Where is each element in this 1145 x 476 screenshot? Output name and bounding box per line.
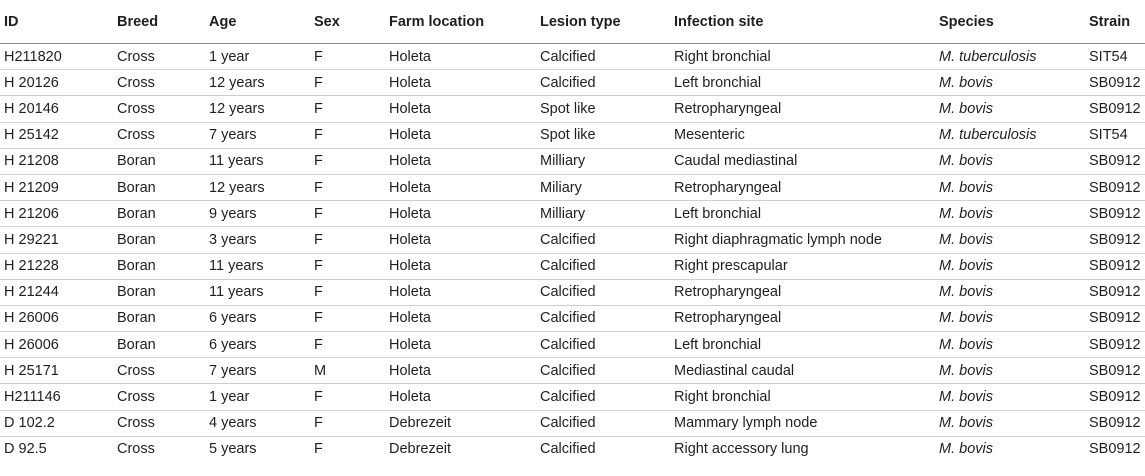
cell-lesion-type: Spot like (540, 96, 674, 122)
cell-sex: F (314, 305, 389, 331)
cell-sex: F (314, 148, 389, 174)
cell-age: 1 year (209, 384, 314, 410)
cell-infection-site: Left bronchial (674, 201, 939, 227)
cell-sex: F (314, 441, 323, 458)
cell-id: D 92.5 (4, 441, 47, 458)
header-lesion-type: Lesion type (540, 0, 674, 44)
cell-infection-site: Mammary lymph node (674, 410, 939, 436)
cell-strain: SB0912 (1089, 279, 1145, 305)
cell-lesion-type: Miliary (540, 174, 674, 200)
header-id: ID (0, 0, 117, 44)
cell-id: H 25171 (0, 358, 117, 384)
cell-lesion-type: Calcified (540, 441, 596, 458)
table-row (0, 410, 1145, 436)
cell-age: 7 years (209, 122, 314, 148)
cell-strain: SB0912 (1089, 410, 1145, 436)
cell-id: H 21228 (0, 253, 117, 279)
cell-species: M. tuberculosis (939, 44, 1089, 70)
cell-sex: F (314, 70, 389, 96)
table-row (0, 44, 1145, 70)
cell-age: 11 years (209, 253, 314, 279)
cell-id: H 21244 (0, 279, 117, 305)
cell-age: 7 years (209, 358, 314, 384)
table-row (0, 358, 1145, 384)
cell-strain: SB0912 (1089, 148, 1145, 174)
cell-species: M. bovis (939, 358, 1089, 384)
cell-id: H 21208 (0, 148, 117, 174)
cell-infection-site: Mediastinal caudal (674, 358, 939, 384)
cell-farm-location: Holeta (389, 122, 540, 148)
cell-species: M. bovis (939, 279, 1089, 305)
cell-id: H 20146 (0, 96, 117, 122)
cell-strain: SB0912 (1089, 253, 1145, 279)
cell-breed: Cross (117, 384, 209, 410)
table-row (0, 227, 1145, 253)
cell-lesion-type: Calcified (540, 253, 674, 279)
cell-strain: SB0912 (1089, 227, 1145, 253)
cell-breed: Cross (117, 410, 209, 436)
cell-strain: SB0912 (1089, 384, 1145, 410)
cell-age: 4 years (209, 410, 314, 436)
cell-species: M. bovis (939, 441, 993, 458)
cell-breed: Boran (117, 253, 209, 279)
cell-lesion-type: Calcified (540, 332, 674, 358)
cell-infection-site: Retropharyngeal (674, 279, 939, 305)
cell-farm-location: Holeta (389, 227, 540, 253)
cell-sex: M (314, 358, 389, 384)
cell-age: 5 years (209, 441, 257, 458)
header-row (0, 0, 1145, 44)
cell-breed: Boran (117, 305, 209, 331)
cell-species: M. bovis (939, 410, 1089, 436)
cell-species: M. bovis (939, 201, 1089, 227)
cell-breed: Boran (117, 279, 209, 305)
table-row (0, 305, 1145, 331)
cell-lesion-type: Milliary (540, 201, 674, 227)
cell-sex: F (314, 174, 389, 200)
cell-infection-site: Right accessory lung (674, 441, 809, 458)
cell-species: M. bovis (939, 148, 1089, 174)
header-breed: Breed (117, 0, 209, 44)
cell-species: M. bovis (939, 253, 1089, 279)
cell-age: 12 years (209, 174, 314, 200)
cell-lesion-type: Calcified (540, 227, 674, 253)
cell-species: M. bovis (939, 70, 1089, 96)
cell-infection-site: Retropharyngeal (674, 96, 939, 122)
cell-breed: Boran (117, 148, 209, 174)
cell-strain: SB0912 (1089, 201, 1145, 227)
cell-farm-location: Holeta (389, 148, 540, 174)
cell-sex: F (314, 44, 389, 70)
cell-age: 11 years (209, 148, 314, 174)
cell-sex: F (314, 384, 389, 410)
cell-sex: F (314, 227, 389, 253)
cell-sex: F (314, 332, 389, 358)
table-row (0, 122, 1145, 148)
cell-lesion-type: Calcified (540, 305, 674, 331)
cell-breed: Cross (117, 358, 209, 384)
cell-lesion-type: Spot like (540, 122, 674, 148)
cell-strain: SIT54 (1089, 44, 1145, 70)
table-row (0, 332, 1145, 358)
table-header (0, 0, 1145, 44)
cell-sex: F (314, 122, 389, 148)
header-infection-site: Infection site (674, 0, 939, 44)
cell-farm-location: Holeta (389, 305, 540, 331)
cell-strain: SB0912 (1089, 332, 1145, 358)
cell-strain: SB0912 (1089, 305, 1145, 331)
header-age: Age (209, 0, 314, 44)
cell-lesion-type: Calcified (540, 358, 674, 384)
cell-age: 9 years (209, 201, 314, 227)
cell-id: H 20126 (0, 70, 117, 96)
cell-species: M. bovis (939, 96, 1089, 122)
cell-infection-site: Left bronchial (674, 332, 939, 358)
cell-farm-location: Holeta (389, 358, 540, 384)
cell-farm-location: Holeta (389, 332, 540, 358)
table-row (0, 279, 1145, 305)
cell-lesion-type: Calcified (540, 70, 674, 96)
cell-id: H 21206 (0, 201, 117, 227)
cell-id: H 26006 (0, 305, 117, 331)
cell-id: H 21209 (0, 174, 117, 200)
cell-farm-location: Debrezeit (389, 410, 540, 436)
table-row (0, 96, 1145, 122)
cell-id: H211820 (0, 44, 117, 70)
cell-farm-location: Holeta (389, 174, 540, 200)
cell-age: 6 years (209, 305, 314, 331)
cell-farm-location: Holeta (389, 96, 540, 122)
cell-species: M. bovis (939, 305, 1089, 331)
cell-sex: F (314, 96, 389, 122)
cell-breed: Cross (117, 70, 209, 96)
table-body (0, 44, 1145, 463)
cell-farm-location: Holeta (389, 201, 540, 227)
cell-sex: F (314, 201, 389, 227)
header-species: Species (939, 0, 1089, 44)
table-row (0, 436, 1145, 462)
cell-infection-site: Retropharyngeal (674, 174, 939, 200)
cell-sex: F (314, 410, 389, 436)
cell-age: 6 years (209, 332, 314, 358)
cell-breed: Boran (117, 332, 209, 358)
cell-farm-location: Holeta (389, 253, 540, 279)
cell-infection-site: Right diaphragmatic lymph node (674, 227, 939, 253)
cell-breed: Cross (117, 96, 209, 122)
cell-lesion-type: Calcified (540, 384, 674, 410)
table-row (0, 70, 1145, 96)
cell-id: H211146 (0, 384, 117, 410)
cell-breed: Cross (117, 441, 155, 458)
cell-lesion-type: Calcified (540, 279, 674, 305)
cell-species: M. bovis (939, 227, 1089, 253)
cell-breed: Boran (117, 227, 209, 253)
cell-infection-site: Caudal mediastinal (674, 148, 939, 174)
cell-sex: F (314, 279, 389, 305)
header-strain: Strain (1089, 0, 1145, 44)
cell-farm-location: Debrezeit (389, 441, 452, 458)
cell-infection-site: Right bronchial (674, 44, 939, 70)
cell-infection-site: Mesenteric (674, 122, 939, 148)
cell-breed: Cross (117, 122, 209, 148)
cell-infection-site: Retropharyngeal (674, 305, 939, 331)
cell-sex: F (314, 253, 389, 279)
cell-id: H 29221 (0, 227, 117, 253)
cell-farm-location: Holeta (389, 44, 540, 70)
cell-age: 11 years (209, 279, 314, 305)
cell-breed: Boran (117, 201, 209, 227)
cell-strain: SB0912 (1089, 174, 1145, 200)
cell-age: 12 years (209, 70, 314, 96)
header-farm-location: Farm location (389, 0, 540, 44)
cell-strain: SB0912 (1089, 441, 1141, 458)
cell-farm-location: Holeta (389, 384, 540, 410)
cell-lesion-type: Calcified (540, 410, 674, 436)
cell-farm-location: Holeta (389, 279, 540, 305)
cell-lesion-type: Calcified (540, 44, 674, 70)
table-row (0, 148, 1145, 174)
cell-id: D 102.2 (0, 410, 117, 436)
cell-infection-site: Left bronchial (674, 70, 939, 96)
cell-age: 1 year (209, 44, 314, 70)
table-row (0, 253, 1145, 279)
cell-id: H 25142 (0, 122, 117, 148)
cell-age: 3 years (209, 227, 314, 253)
cell-species: M. bovis (939, 384, 1089, 410)
table-row (0, 384, 1145, 410)
cell-strain: SB0912 (1089, 358, 1145, 384)
table-row (0, 201, 1145, 227)
cell-infection-site: Right bronchial (674, 384, 939, 410)
cell-species: M. bovis (939, 332, 1089, 358)
cell-species: M. tuberculosis (939, 122, 1089, 148)
table-row (0, 174, 1145, 200)
cell-breed: Cross (117, 44, 209, 70)
cell-lesion-type: Milliary (540, 148, 674, 174)
cell-strain: SIT54 (1089, 122, 1145, 148)
cell-strain: SB0912 (1089, 96, 1145, 122)
cell-strain: SB0912 (1089, 70, 1145, 96)
cell-infection-site: Right prescapular (674, 253, 939, 279)
cell-id: H 26006 (0, 332, 117, 358)
cell-farm-location: Holeta (389, 70, 540, 96)
cell-age: 12 years (209, 96, 314, 122)
cell-species: M. bovis (939, 174, 1089, 200)
cell-breed: Boran (117, 174, 209, 200)
header-sex: Sex (314, 0, 389, 44)
